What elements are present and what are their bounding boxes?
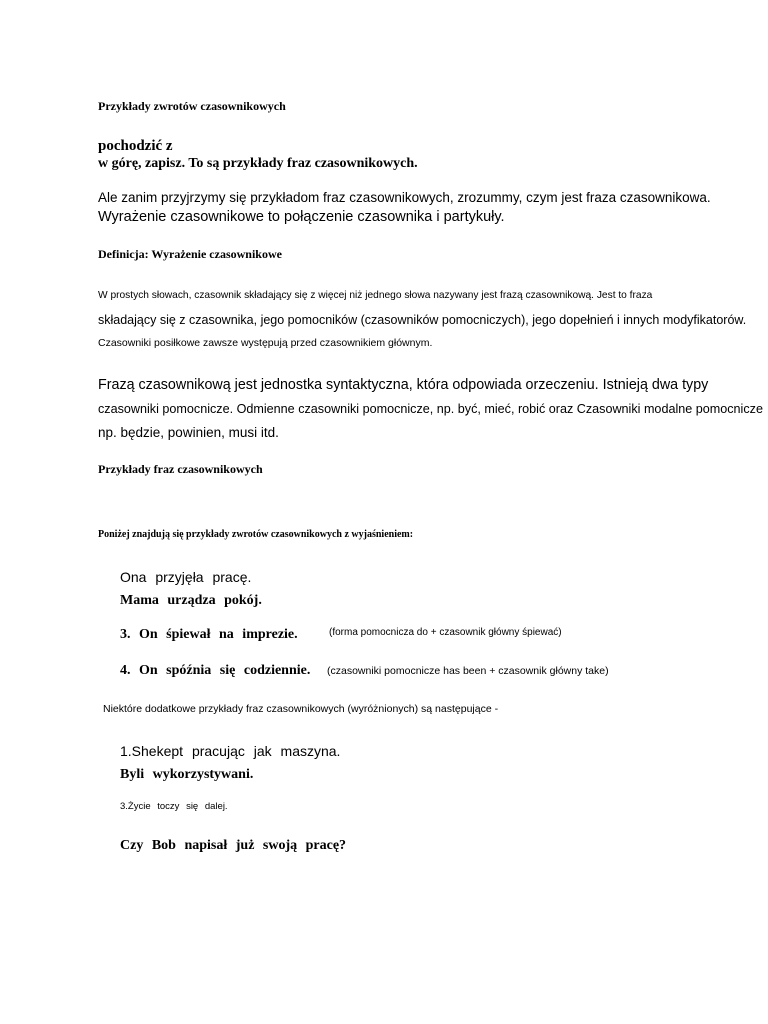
paragraph-1-line-2: Wyrażenie czasownikowe to połączenie czasownika i partykuły. <box>98 209 505 225</box>
additional-examples-intro: Niektóre dodatkowe przykłady fraz czasownikowych (wyróżnionych) są następujące - <box>103 703 499 715</box>
example-3: 3. On śpiewał na imprezie. <box>120 627 298 642</box>
example-2: Mama urządza pokój. <box>120 593 262 608</box>
document-heading: Przykłady zwrotów czasownikowych <box>98 99 286 113</box>
additional-example-1: 1.Shekept pracując jak maszyna. <box>120 743 341 759</box>
intro-line-1: pochodzić z <box>98 138 173 154</box>
definition-line-1: W prostych słowach, czasownik składający się z więcej niż jednego słowa nazywany jest frazą czasownikową. Jest to fraza <box>98 290 653 301</box>
paragraph-1-line-1: Ale zanim przyjrzymy się przykładom fraz czasownikowych, zrozummy, czym jest fraza czasownikowa. <box>98 190 711 205</box>
paragraph-3-line-3: np. będzie, powinien, musi itd. <box>98 425 279 440</box>
examples-intro: Poniżej znajdują się przykłady zwrotów czasownikowych z wyjaśnieniem: <box>98 529 414 540</box>
intro-line-2: w górę, zapisz. To są przykłady fraz czasownikowych. <box>98 156 418 171</box>
definition-line-3: Czasowniki posiłkowe zawsze występują przed czasownikiem głównym. <box>98 337 433 349</box>
example-3-note: (forma pomocnicza do + czasownik główny śpiewać) <box>329 627 562 638</box>
example-4: 4. On spóźnia się codziennie. <box>120 663 311 678</box>
example-4-note: (czasowniki pomocnicze has been + czasownik główny take) <box>327 665 609 677</box>
examples-heading: Przykłady fraz czasownikowych <box>98 462 263 476</box>
example-1: Ona przyjęła pracę. <box>120 569 252 585</box>
definition-line-2: składający się z czasownika, jego pomocników (czasowników pomocniczych), jego dopełnień i innych modyfikatorów. <box>98 313 747 327</box>
definition-heading: Definicja: Wyrażenie czasownikowe <box>98 247 282 261</box>
additional-example-2: Byli wykorzystywani. <box>120 767 254 782</box>
paragraph-3-line-1: Frazą czasownikową jest jednostka syntaktyczna, która odpowiada orzeczeniu. Istnieją dwa typy <box>98 377 709 393</box>
additional-example-3: 3.Życie toczy się dalej. <box>120 801 228 812</box>
additional-example-4: Czy Bob napisał już swoją pracę? <box>120 838 347 853</box>
paragraph-3-line-2: czasowniki pomocnicze. Odmienne czasowniki pomocnicze, np. być, mieć, robić oraz Czasowniki modalne pomocnicze <box>98 402 763 416</box>
